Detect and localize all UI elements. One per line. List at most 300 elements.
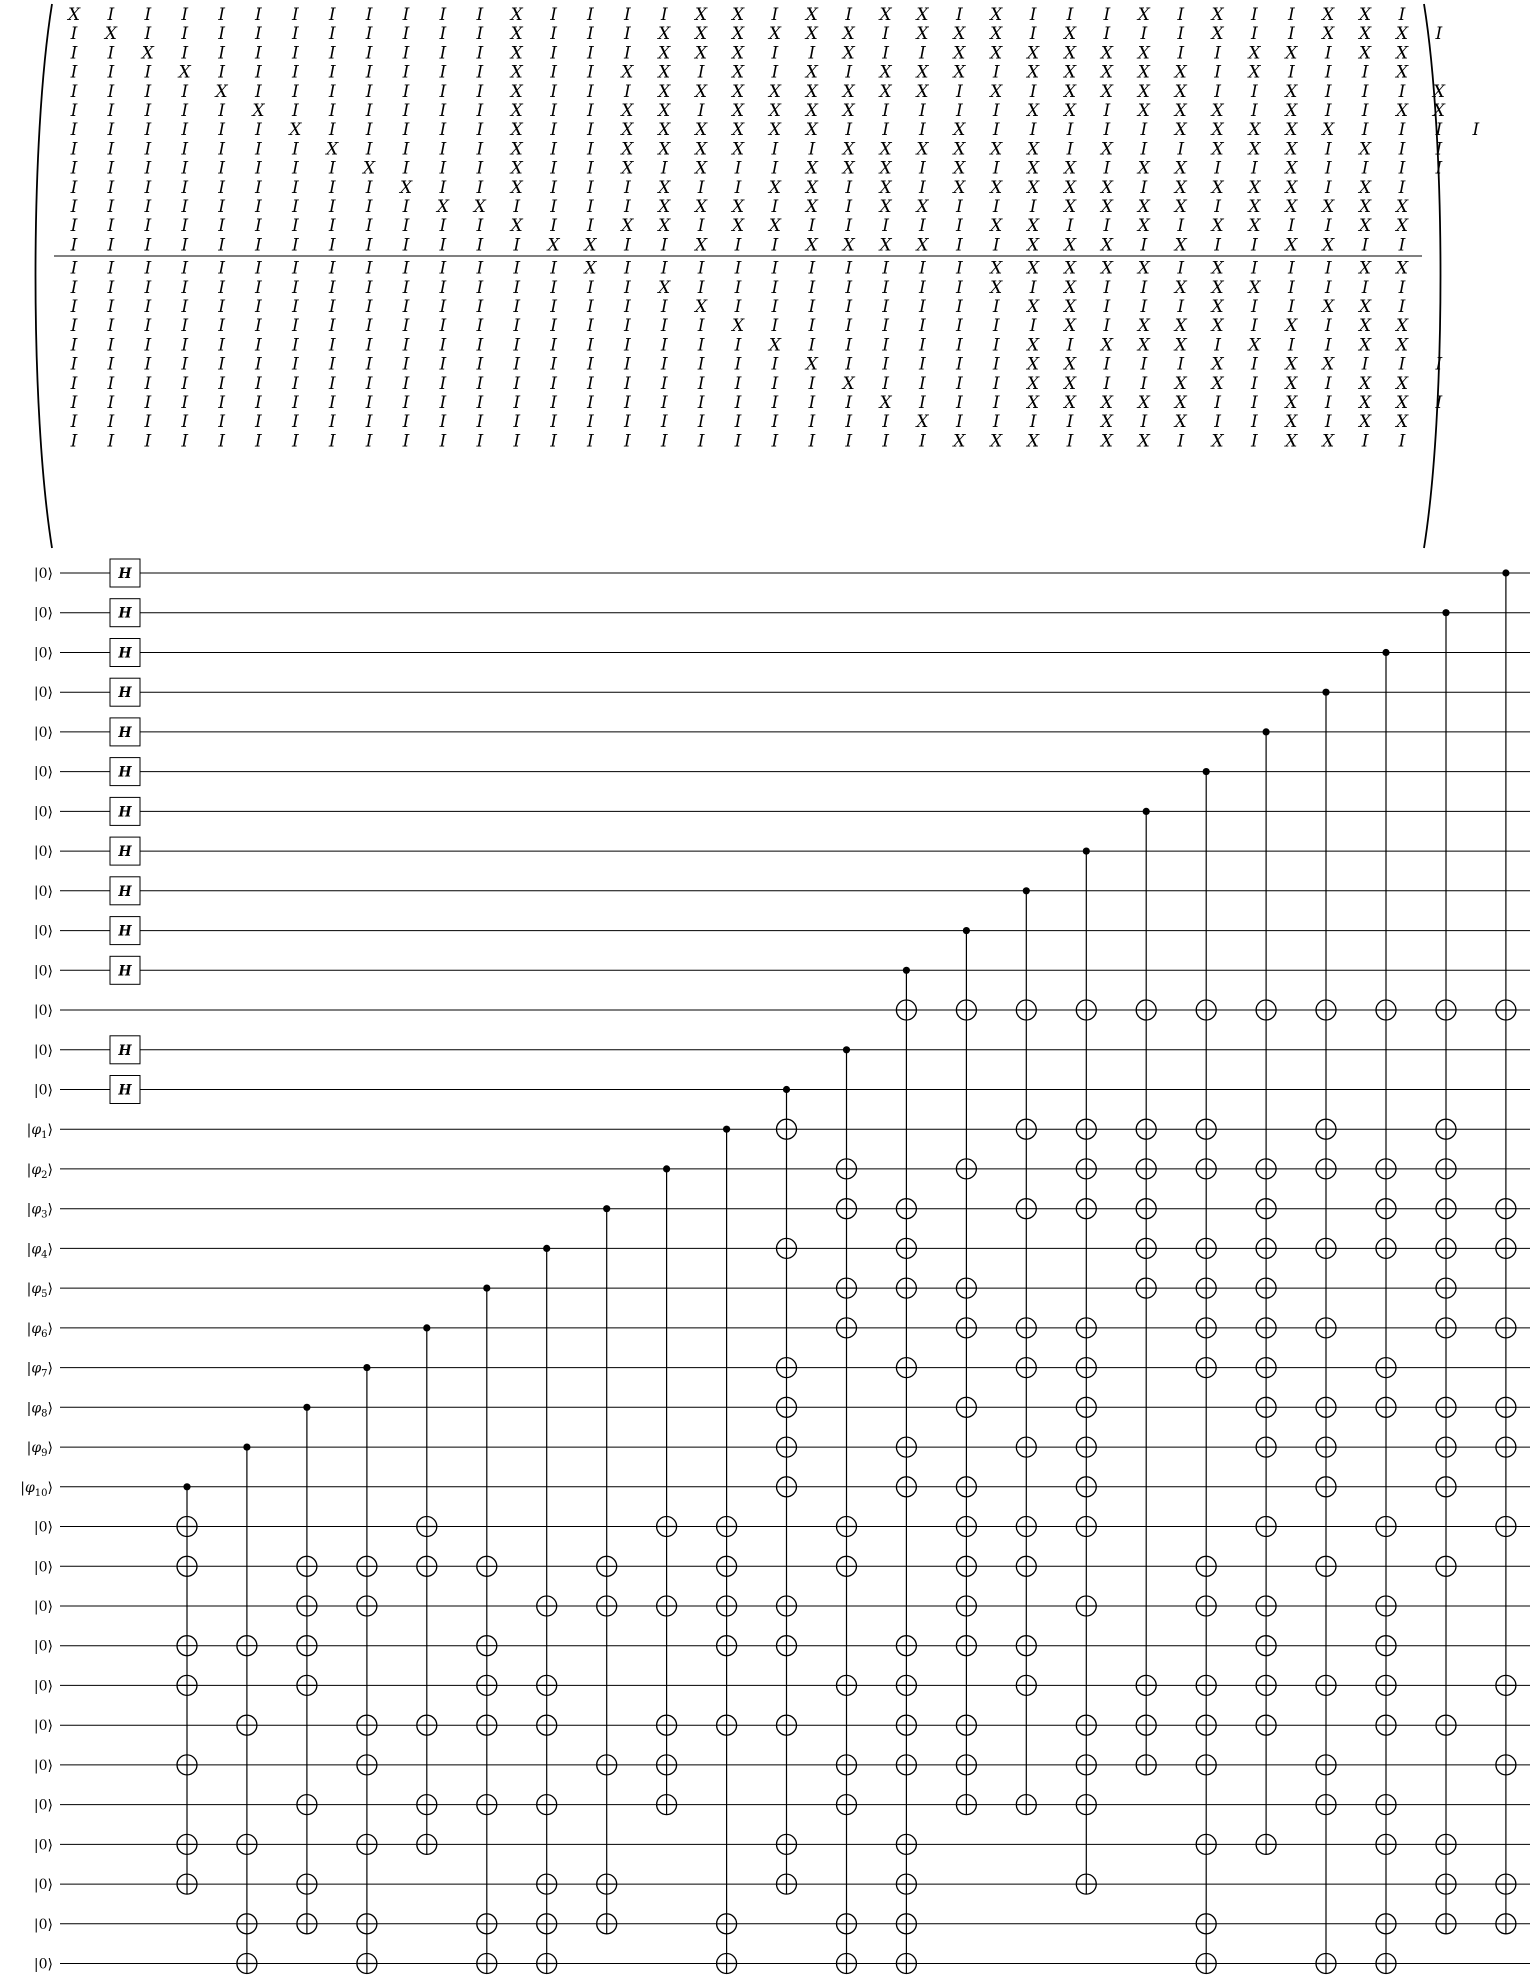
matrix-entry: X — [695, 24, 708, 45]
matrix-entry: I — [218, 43, 225, 64]
matrix-entry: X — [104, 24, 117, 45]
cnot-target — [1316, 1954, 1336, 1974]
matrix-entry: I — [919, 177, 926, 198]
matrix-entry: I — [992, 316, 1000, 337]
cnot-target — [777, 1874, 797, 1894]
hadamard-gate-label: H — [118, 1042, 132, 1059]
cnot-target — [896, 1477, 916, 1497]
qubit-label: |0⟩ — [33, 566, 53, 582]
matrix-entry: I — [439, 431, 447, 452]
matrix-entry: X — [768, 120, 781, 141]
matrix-entry: I — [144, 120, 152, 141]
matrix-entry: I — [70, 24, 78, 45]
matrix-entry: X — [805, 158, 818, 179]
cnot-target — [1496, 1437, 1516, 1457]
cnot-target — [1376, 1397, 1396, 1417]
matrix-entry: X — [990, 258, 1003, 279]
matrix-entry: I — [1398, 431, 1406, 452]
cnot-target — [1496, 1914, 1516, 1934]
matrix-entry: X — [510, 62, 523, 83]
matrix-entry: I — [328, 158, 336, 179]
matrix-entry: I — [255, 62, 262, 83]
matrix-entry: I — [107, 5, 115, 25]
matrix-entry: X — [1395, 24, 1409, 45]
matrix-entry: I — [439, 139, 447, 160]
matrix-entry: I — [328, 43, 336, 64]
matrix-entry: X — [1395, 197, 1409, 217]
matrix-entry: I — [623, 43, 631, 64]
matrix-entry: I — [365, 216, 373, 237]
matrix-entry: I — [660, 297, 668, 317]
matrix-entry: I — [623, 297, 631, 317]
matrix-entry: I — [734, 335, 742, 356]
matrix-entry: I — [1251, 101, 1258, 121]
matrix-entry: I — [550, 297, 557, 317]
cnot-target — [1256, 1397, 1276, 1417]
matrix-entry: I — [587, 373, 594, 394]
matrix-entry: X — [842, 235, 855, 256]
matrix-entry: I — [660, 316, 668, 337]
matrix-entry: I — [919, 43, 926, 64]
matrix-entry: I — [328, 393, 336, 413]
matrix-entry: X — [731, 62, 745, 83]
matrix-entry: I — [144, 197, 152, 217]
cnot-target — [1076, 1000, 1096, 1020]
matrix-entry: I — [402, 24, 410, 45]
matrix-entry: I — [1029, 5, 1037, 25]
matrix-entry: X — [1027, 158, 1040, 179]
cnot-target — [1436, 1199, 1456, 1219]
matrix-entry: I — [882, 431, 889, 452]
cnot-target — [777, 1636, 797, 1656]
matrix-entry: X — [658, 43, 671, 64]
matrix-entry: I — [365, 373, 373, 394]
cnot-target — [717, 1954, 737, 1974]
matrix-entry: I — [587, 277, 594, 298]
matrix-entry: I — [107, 297, 115, 317]
matrix-entry: I — [70, 158, 78, 179]
matrix-entry: I — [1398, 120, 1406, 141]
matrix-entry: I — [181, 24, 189, 45]
cnot-target — [237, 1914, 257, 1934]
matrix-entry: I — [1251, 354, 1258, 375]
matrix-entry: X — [768, 177, 781, 198]
matrix-entry: I — [919, 354, 926, 375]
cnot-target — [1316, 1238, 1336, 1258]
matrix-entry: X — [1211, 373, 1224, 394]
matrix-entry: I — [439, 5, 447, 25]
matrix-entry: X — [731, 139, 745, 160]
matrix-entry: I — [919, 431, 926, 452]
cnot-target — [1256, 1636, 1276, 1656]
matrix-entry: I — [808, 316, 816, 337]
matrix-entry: I — [328, 373, 336, 394]
matrix-entry: I — [328, 24, 336, 45]
matrix-entry: I — [623, 24, 631, 45]
cnot-target — [956, 1755, 976, 1775]
matrix-entry: I — [365, 335, 373, 356]
cnot-target — [477, 1954, 497, 1974]
matrix-entry: I — [660, 235, 668, 256]
matrix-entry: I — [550, 101, 557, 121]
cnot-target — [1196, 1675, 1216, 1695]
matrix-entry: I — [734, 258, 742, 279]
matrix-entry: I — [476, 412, 484, 433]
cnot-target — [1136, 1159, 1156, 1179]
matrix-entry: X — [1137, 158, 1150, 179]
matrix-entry: I — [734, 431, 742, 452]
circuit-gates — [177, 569, 1516, 1973]
matrix-entry: X — [1063, 197, 1077, 217]
matrix-entry: X — [1211, 139, 1224, 160]
matrix-entry: I — [1398, 81, 1406, 102]
matrix-entry: I — [144, 81, 152, 102]
matrix-entry: I — [734, 373, 742, 394]
matrix-entry: X — [1359, 24, 1372, 45]
matrix-entry: X — [768, 24, 781, 45]
matrix-entry: X — [805, 101, 818, 121]
matrix-entry: X — [1285, 81, 1298, 102]
matrix-entry: I — [919, 373, 926, 394]
matrix-entry: X — [1395, 316, 1409, 337]
stabilizer-matrix — [36, 4, 1480, 548]
matrix-entry: X — [953, 177, 966, 198]
matrix-entry: I — [255, 5, 262, 25]
matrix-entry: I — [1140, 277, 1148, 298]
matrix-entry: I — [291, 316, 299, 337]
matrix-entry: I — [144, 139, 152, 160]
matrix-entry: I — [255, 277, 262, 298]
matrix-entry: I — [439, 24, 447, 45]
matrix-entry: I — [1324, 62, 1332, 83]
matrix-entry: X — [1137, 5, 1150, 25]
matrix-entry: I — [955, 216, 963, 237]
matrix-entry: X — [658, 277, 671, 298]
matrix-entry: X — [1359, 139, 1372, 160]
matrix-entry: I — [107, 158, 115, 179]
matrix-entry: I — [1140, 354, 1148, 375]
matrix-entry: I — [771, 5, 779, 25]
matrix-entry: X — [1395, 258, 1409, 279]
matrix-entry: I — [439, 316, 447, 337]
matrix-entry: I — [919, 297, 926, 317]
matrix-entry: I — [218, 431, 225, 452]
cnot-target — [1136, 1238, 1156, 1258]
matrix-entry: I — [181, 81, 189, 102]
matrix-entry: I — [955, 335, 963, 356]
matrix-entry: I — [587, 297, 594, 317]
cnot-target — [777, 1437, 797, 1457]
matrix-entry: I — [955, 258, 963, 279]
matrix-entry: I — [107, 177, 115, 198]
matrix-entry: I — [623, 277, 631, 298]
matrix-entry: I — [771, 235, 779, 256]
matrix-entry: I — [476, 297, 484, 317]
matrix-entry: I — [144, 393, 152, 413]
matrix-entry: X — [916, 62, 929, 83]
matrix-entry: I — [550, 277, 557, 298]
matrix-entry: I — [291, 354, 299, 375]
matrix-entry: X — [953, 120, 966, 141]
cnot-target — [837, 1556, 857, 1576]
matrix-entry: I — [992, 412, 1000, 433]
matrix-entry: I — [439, 177, 447, 198]
matrix-entry: X — [879, 235, 892, 256]
matrix-entry: X — [1359, 5, 1372, 25]
matrix-entry: I — [291, 235, 299, 256]
matrix-entry: X — [1174, 158, 1187, 179]
matrix-entry: I — [144, 316, 152, 337]
cnot-target — [837, 1278, 857, 1298]
matrix-entry: I — [845, 393, 853, 413]
matrix-entry: I — [402, 101, 410, 121]
matrix-entry: I — [1029, 24, 1037, 45]
cnot-target — [357, 1914, 377, 1934]
matrix-entry: I — [255, 216, 262, 237]
matrix-entry: I — [328, 316, 336, 337]
matrix-entry: I — [623, 5, 631, 25]
matrix-entry: I — [1177, 24, 1185, 45]
matrix-entry: I — [623, 177, 631, 198]
cnot-target — [237, 1954, 257, 1974]
matrix-entry: I — [402, 43, 410, 64]
matrix-entry: I — [1361, 62, 1369, 83]
qubit-label: $|\varphi_1⟩$ — [26, 1122, 53, 1142]
matrix-entry: I — [291, 335, 299, 356]
cnot-target — [956, 1596, 976, 1616]
matrix-entry: I — [1066, 120, 1074, 141]
qubit-label: |0⟩ — [33, 1916, 53, 1933]
matrix-entry: X — [1174, 373, 1187, 394]
matrix-entry: I — [328, 62, 336, 83]
cnot-target — [837, 1914, 857, 1934]
cnot-target — [1256, 1437, 1276, 1457]
matrix-entry: I — [291, 43, 299, 64]
matrix-entry: I — [623, 335, 631, 356]
matrix-entry: I — [1177, 354, 1185, 375]
matrix-entry: I — [144, 335, 152, 356]
matrix-entry: I — [1103, 316, 1111, 337]
matrix-entry: X — [1248, 139, 1261, 160]
cnot-target — [956, 1159, 976, 1179]
matrix-entry: X — [1100, 81, 1113, 102]
matrix-entry: I — [513, 316, 521, 337]
matrix-entry: I — [882, 258, 889, 279]
matrix-entry: I — [439, 101, 447, 121]
matrix-entry: X — [695, 197, 708, 217]
matrix-entry: I — [660, 393, 668, 413]
matrix-entry: I — [255, 120, 262, 141]
matrix-entry: I — [660, 431, 668, 452]
matrix-entry: I — [328, 216, 336, 237]
matrix-entry: I — [291, 158, 299, 179]
qubit-label: |0⟩ — [33, 645, 53, 662]
matrix-entry: I — [587, 158, 594, 179]
matrix-entry: I — [1398, 139, 1406, 160]
cnot-target — [1316, 1477, 1336, 1497]
matrix-entry: X — [768, 335, 781, 356]
qubit-label: $|\varphi_7⟩$ — [26, 1360, 53, 1380]
cnot-target — [1016, 1675, 1036, 1695]
matrix-entry: I — [218, 120, 225, 141]
cnot-target — [1076, 1397, 1096, 1417]
cnot-target — [237, 1834, 257, 1854]
cnot-target — [537, 1914, 557, 1934]
matrix-entry: I — [882, 43, 889, 64]
cnot-target — [537, 1874, 557, 1894]
matrix-entry: I — [1103, 158, 1111, 179]
matrix-entry: X — [1211, 316, 1224, 337]
matrix-entry: I — [107, 235, 115, 256]
cnot-target — [1316, 1437, 1336, 1457]
cnot-target — [1496, 1238, 1516, 1258]
matrix-entry: I — [107, 120, 115, 141]
matrix-entry: I — [550, 43, 557, 64]
matrix-entry: I — [697, 431, 705, 452]
matrix-entry: I — [1177, 297, 1185, 317]
matrix-entry: X — [953, 43, 966, 64]
matrix-entry: I — [955, 235, 963, 256]
matrix-entry: X — [67, 5, 81, 25]
matrix-entry: I — [476, 431, 484, 452]
cnot-target — [477, 1556, 497, 1576]
matrix-entry: X — [621, 158, 634, 179]
matrix-entry: X — [1359, 177, 1372, 198]
matrix-entry: X — [731, 43, 745, 64]
matrix-entry: I — [550, 139, 557, 160]
hadamard-gate-label: H — [118, 1082, 132, 1099]
matrix-entry: X — [1027, 373, 1040, 394]
cnot-target — [417, 1834, 437, 1854]
matrix-entry: I — [992, 297, 1000, 317]
matrix-entry: I — [218, 373, 225, 394]
matrix-entry: X — [1027, 177, 1040, 198]
matrix-entry: I — [587, 216, 594, 237]
matrix-entry: I — [550, 216, 557, 237]
cnot-target — [237, 1636, 257, 1656]
matrix-entry: I — [808, 412, 816, 433]
matrix-entry: X — [658, 120, 671, 141]
matrix-entry: I — [808, 43, 816, 64]
matrix-entry: I — [402, 197, 410, 217]
control-dot — [1083, 848, 1090, 855]
matrix-entry: X — [1027, 258, 1040, 279]
matrix-entry: I — [550, 177, 557, 198]
matrix-entry: X — [805, 177, 818, 198]
qubit-label: |0⟩ — [33, 923, 53, 940]
matrix-entry: I — [550, 373, 557, 394]
matrix-entry: I — [70, 43, 78, 64]
matrix-entry: I — [1435, 393, 1443, 413]
cnot-target — [1076, 1715, 1096, 1735]
matrix-entry: I — [771, 316, 779, 337]
cnot-target — [837, 1795, 857, 1815]
cnot-target — [777, 1119, 797, 1139]
matrix-entry: I — [1251, 158, 1258, 179]
cnot-target — [1376, 1596, 1396, 1616]
matrix-entry: I — [181, 373, 189, 394]
matrix-entry: I — [1214, 43, 1221, 64]
matrix-entry: I — [144, 297, 152, 317]
cnot-target — [357, 1834, 377, 1854]
matrix-entry: I — [365, 5, 373, 25]
matrix-entry: X — [1322, 5, 1335, 25]
matrix-entry: X — [1395, 412, 1409, 433]
matrix-entry: X — [768, 101, 781, 121]
matrix-entry: I — [1361, 158, 1369, 179]
cnot-target — [537, 1795, 557, 1815]
cnot-target — [1436, 1477, 1456, 1497]
matrix-entry: X — [658, 216, 671, 237]
cnot-target — [1436, 1437, 1456, 1457]
matrix-entry: I — [181, 101, 189, 121]
matrix-entry: X — [1395, 393, 1409, 413]
qubit-label: |0⟩ — [33, 1042, 53, 1059]
matrix-entry: X — [1027, 335, 1040, 356]
matrix-entry: I — [70, 81, 78, 102]
matrix-entry: X — [1322, 24, 1335, 45]
matrix-entry: X — [658, 177, 671, 198]
cnot-target — [896, 1834, 916, 1854]
matrix-entry: I — [882, 335, 889, 356]
matrix-entry: I — [882, 24, 889, 45]
matrix-entry: X — [1063, 258, 1077, 279]
matrix-entry: I — [439, 158, 447, 179]
matrix-entry: X — [879, 393, 892, 413]
matrix-entry: I — [1287, 335, 1295, 356]
matrix-entry: I — [476, 235, 484, 256]
matrix-entry: X — [1211, 24, 1224, 45]
cnot-target — [597, 1596, 617, 1616]
matrix-entry: I — [845, 216, 853, 237]
matrix-entry: X — [1027, 101, 1040, 121]
matrix-entry: I — [1435, 139, 1443, 160]
matrix-entry: I — [697, 62, 705, 83]
matrix-entry: X — [1100, 412, 1113, 433]
matrix-entry: I — [476, 158, 484, 179]
matrix-entry: I — [697, 258, 705, 279]
qubit-label: |0⟩ — [33, 724, 53, 741]
matrix-entry: I — [623, 373, 631, 394]
matrix-entry: X — [1211, 258, 1224, 279]
matrix-entry: I — [181, 297, 189, 317]
matrix-entry: X — [805, 235, 818, 256]
matrix-entry: X — [1063, 373, 1077, 394]
hadamard-gate-label: H — [118, 685, 132, 702]
matrix-entry: I — [328, 412, 336, 433]
matrix-entry: I — [144, 412, 152, 433]
matrix-entry: I — [476, 216, 484, 237]
matrix-entry: I — [771, 354, 779, 375]
control-dot — [1442, 609, 1449, 616]
matrix-entry: I — [1324, 335, 1332, 356]
matrix-entry: X — [1063, 277, 1077, 298]
matrix-entry: I — [734, 158, 742, 179]
matrix-entry: I — [697, 177, 705, 198]
matrix-entry: I — [882, 316, 889, 337]
matrix-entry: I — [513, 297, 521, 317]
matrix-entry: I — [70, 101, 78, 121]
cnot-target — [1076, 1874, 1096, 1894]
matrix-entry: I — [845, 197, 853, 217]
cnot-target — [1196, 1834, 1216, 1854]
matrix-entry: I — [734, 412, 742, 433]
matrix-entry: X — [695, 5, 708, 25]
cnot-target — [1496, 1517, 1516, 1537]
cnot-target — [1256, 1159, 1276, 1179]
matrix-entry: X — [731, 81, 745, 102]
matrix-entry: I — [181, 277, 189, 298]
